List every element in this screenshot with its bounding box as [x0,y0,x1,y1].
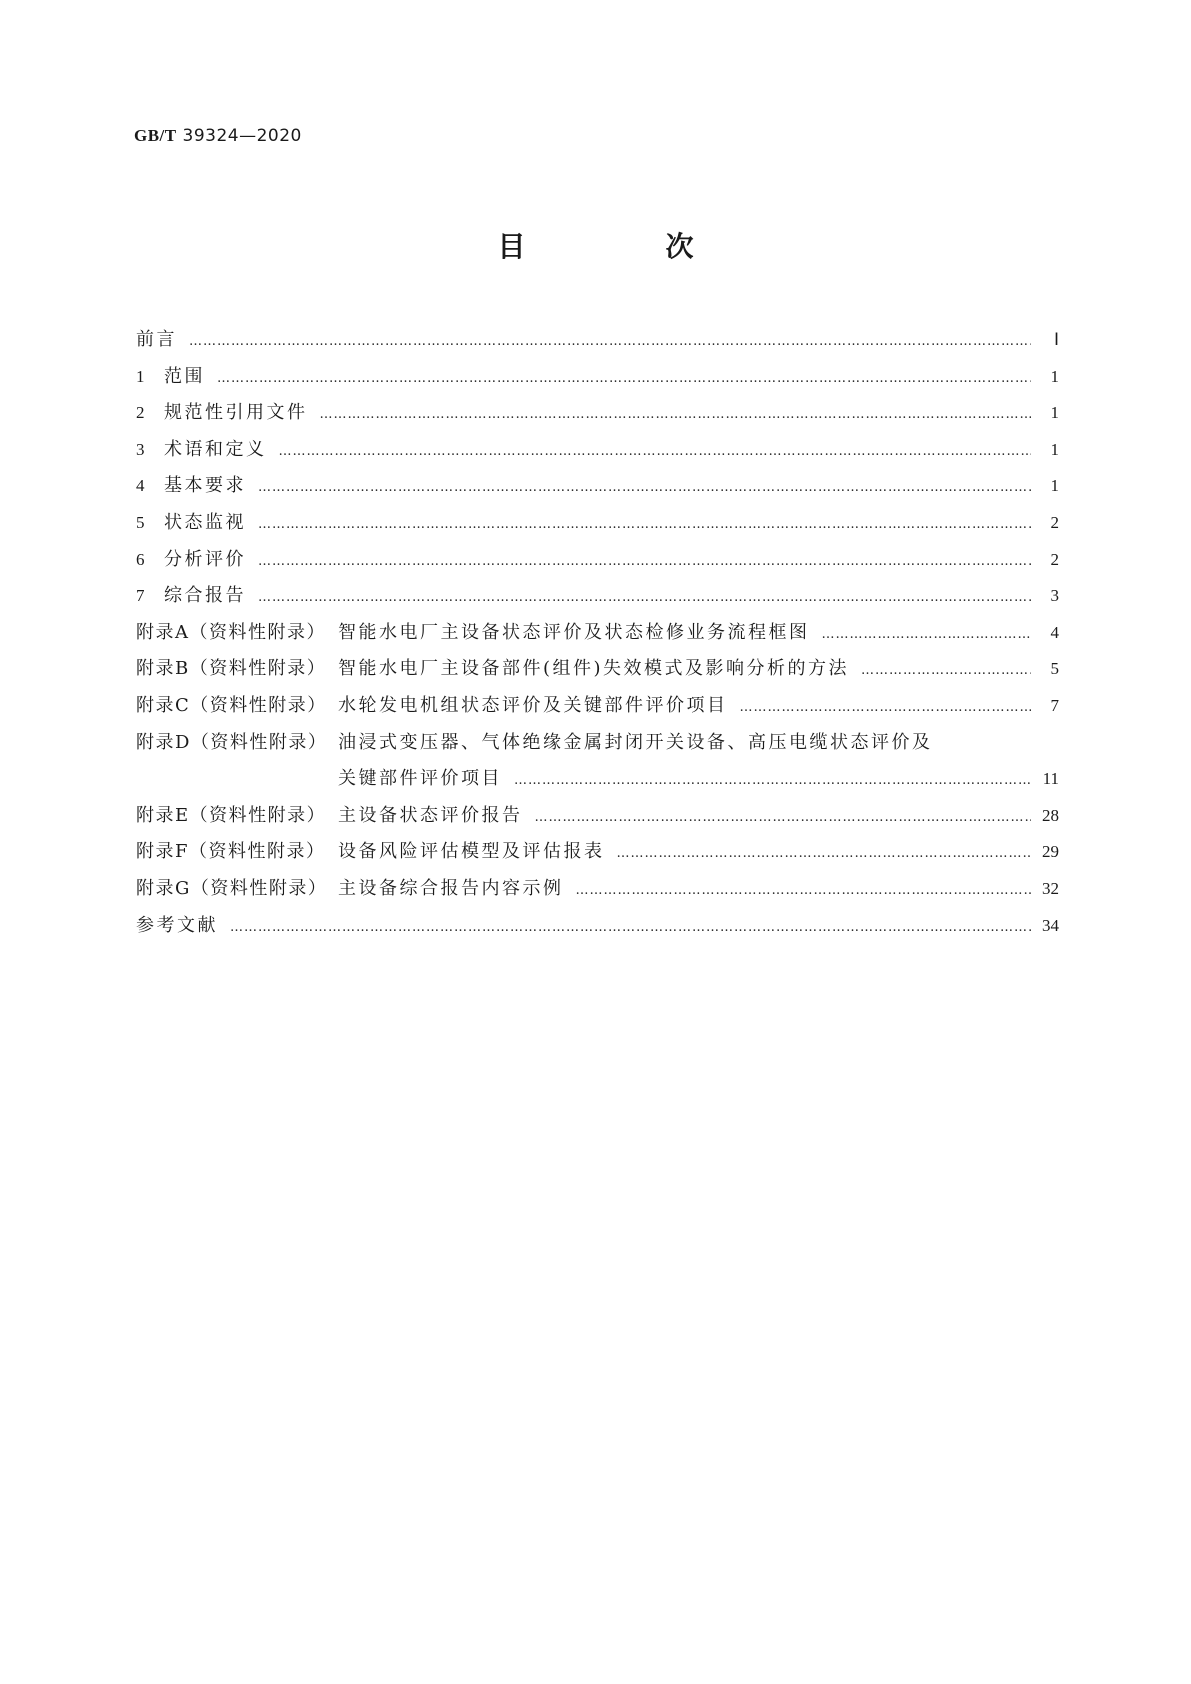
toc-entry-page: 34 [1042,915,1059,935]
toc-entry-title: 规范性引用文件 [164,402,308,424]
standard-code [134,126,302,146]
toc-entry-title: 状态监视 [164,511,246,533]
standard-number: 39324—2020 [182,126,302,146]
appendix-label: 附录D（资料性附录） [136,731,328,753]
toc-entry-appendix-d-continued[interactable] [136,761,1059,798]
dot-leader [617,836,1032,873]
toc-entry-page: 11 [1042,769,1059,789]
toc-entry-title: 基本要求 [164,475,246,497]
toc-entry-title: 水轮发电机组状态评价及关键部件评价项目 [338,694,728,716]
dot-leader [279,434,1032,471]
toc-entry-number: 3 [136,439,145,459]
toc-entry-page: 28 [1042,805,1059,825]
dot-leader [320,397,1032,434]
toc-entry-appendix-e[interactable] [136,798,1059,835]
dot-leader [822,617,1032,654]
toc-entry-title: 分析评价 [164,548,246,570]
dot-leader [740,690,1032,727]
toc-entry-page: 1 [1050,403,1059,423]
toc-entry-section-3[interactable] [136,432,1059,469]
toc-entry-number: 1 [136,366,145,386]
appendix-label: 附录E（资料性附录） [136,804,327,826]
toc-entry-appendix-d[interactable] [136,725,1059,762]
toc-entry-appendix-a[interactable] [136,615,1059,652]
dot-leader [258,544,1031,581]
page-title: 目 次 [497,230,750,263]
toc-entry-title: 范围 [164,365,205,387]
appendix-label: 附录B（资料性附录） [136,658,327,680]
toc-entry-title-continued: 关键部件评价项目 [338,768,502,790]
toc-entry-page: 1 [1050,366,1059,386]
toc-entry-number: 5 [136,512,145,532]
toc-entry-page: 5 [1050,659,1059,679]
toc-entry-title: 智能水电厂主设备状态评价及状态检修业务流程框图 [338,621,810,643]
toc-entry-page: 1 [1050,439,1059,459]
dot-leader [861,653,1031,690]
table-of-contents [136,322,1059,944]
toc-entry-section-6[interactable] [136,542,1059,579]
toc-entry-page: 1 [1050,476,1059,496]
dot-leader [258,507,1031,544]
toc-entry-section-2[interactable] [136,395,1059,432]
toc-entry-title: 智能水电厂主设备部件(组件)失效模式及影响分析的方法 [338,658,850,680]
toc-entry-section-5[interactable] [136,505,1059,542]
toc-entry-page: 3 [1050,586,1059,606]
toc-entry-number: 2 [136,403,145,423]
toc-entry-title: 主设备综合报告内容示例 [338,877,564,899]
toc-entry-page: 29 [1042,842,1059,862]
toc-entry-section-1[interactable] [136,359,1059,396]
toc-entry-foreword[interactable] [136,322,1059,359]
dot-leader [514,763,1031,800]
toc-entry-title: 参考文献 [136,914,218,936]
toc-entry-appendix-b[interactable] [136,651,1059,688]
toc-entry-appendix-f[interactable] [136,834,1059,871]
toc-entry-page: 32 [1042,878,1059,898]
toc-entry-page: 2 [1050,512,1059,532]
toc-entry-title: 术语和定义 [164,438,267,460]
toc-entry-appendix-c[interactable] [136,688,1059,725]
toc-entry-title: 主设备状态评价报告 [338,804,523,826]
toc-entry-page: 7 [1050,695,1059,715]
dot-leader [258,470,1031,507]
toc-entry-number: 6 [136,549,145,569]
dot-leader [576,873,1032,910]
toc-entry-section-4[interactable] [136,468,1059,505]
toc-entry-appendix-g[interactable] [136,871,1059,908]
toc-entry-page: Ⅰ [1053,330,1059,349]
dot-leader [535,800,1032,837]
toc-entry-page: 4 [1050,622,1059,642]
toc-entry-title: 油浸式变压器、气体绝缘金属封闭开关设备、高压电缆状态评价及 [338,731,933,753]
toc-entry-number: 7 [136,586,145,606]
toc-entry-title: 综合报告 [164,585,246,607]
toc-entry-number: 4 [136,476,145,496]
toc-entry-title: 设备风险评估模型及评估报表 [338,841,605,863]
appendix-label: 附录A（资料性附录） [136,621,326,643]
standard-prefix: GB/T [134,126,177,145]
dot-leader [258,580,1031,617]
appendix-label: 附录C（资料性附录） [136,694,327,716]
dot-leader [217,361,1031,398]
toc-entry-section-7[interactable] [136,578,1059,615]
toc-entry-title: 前言 [136,329,177,350]
toc-entry-references[interactable] [136,908,1059,945]
appendix-label: 附录G（资料性附录） [136,877,328,899]
toc-entry-page: 2 [1050,549,1059,569]
dot-leader [230,910,1031,947]
dot-leader [189,324,1031,361]
appendix-label: 附录F（资料性附录） [136,841,326,863]
